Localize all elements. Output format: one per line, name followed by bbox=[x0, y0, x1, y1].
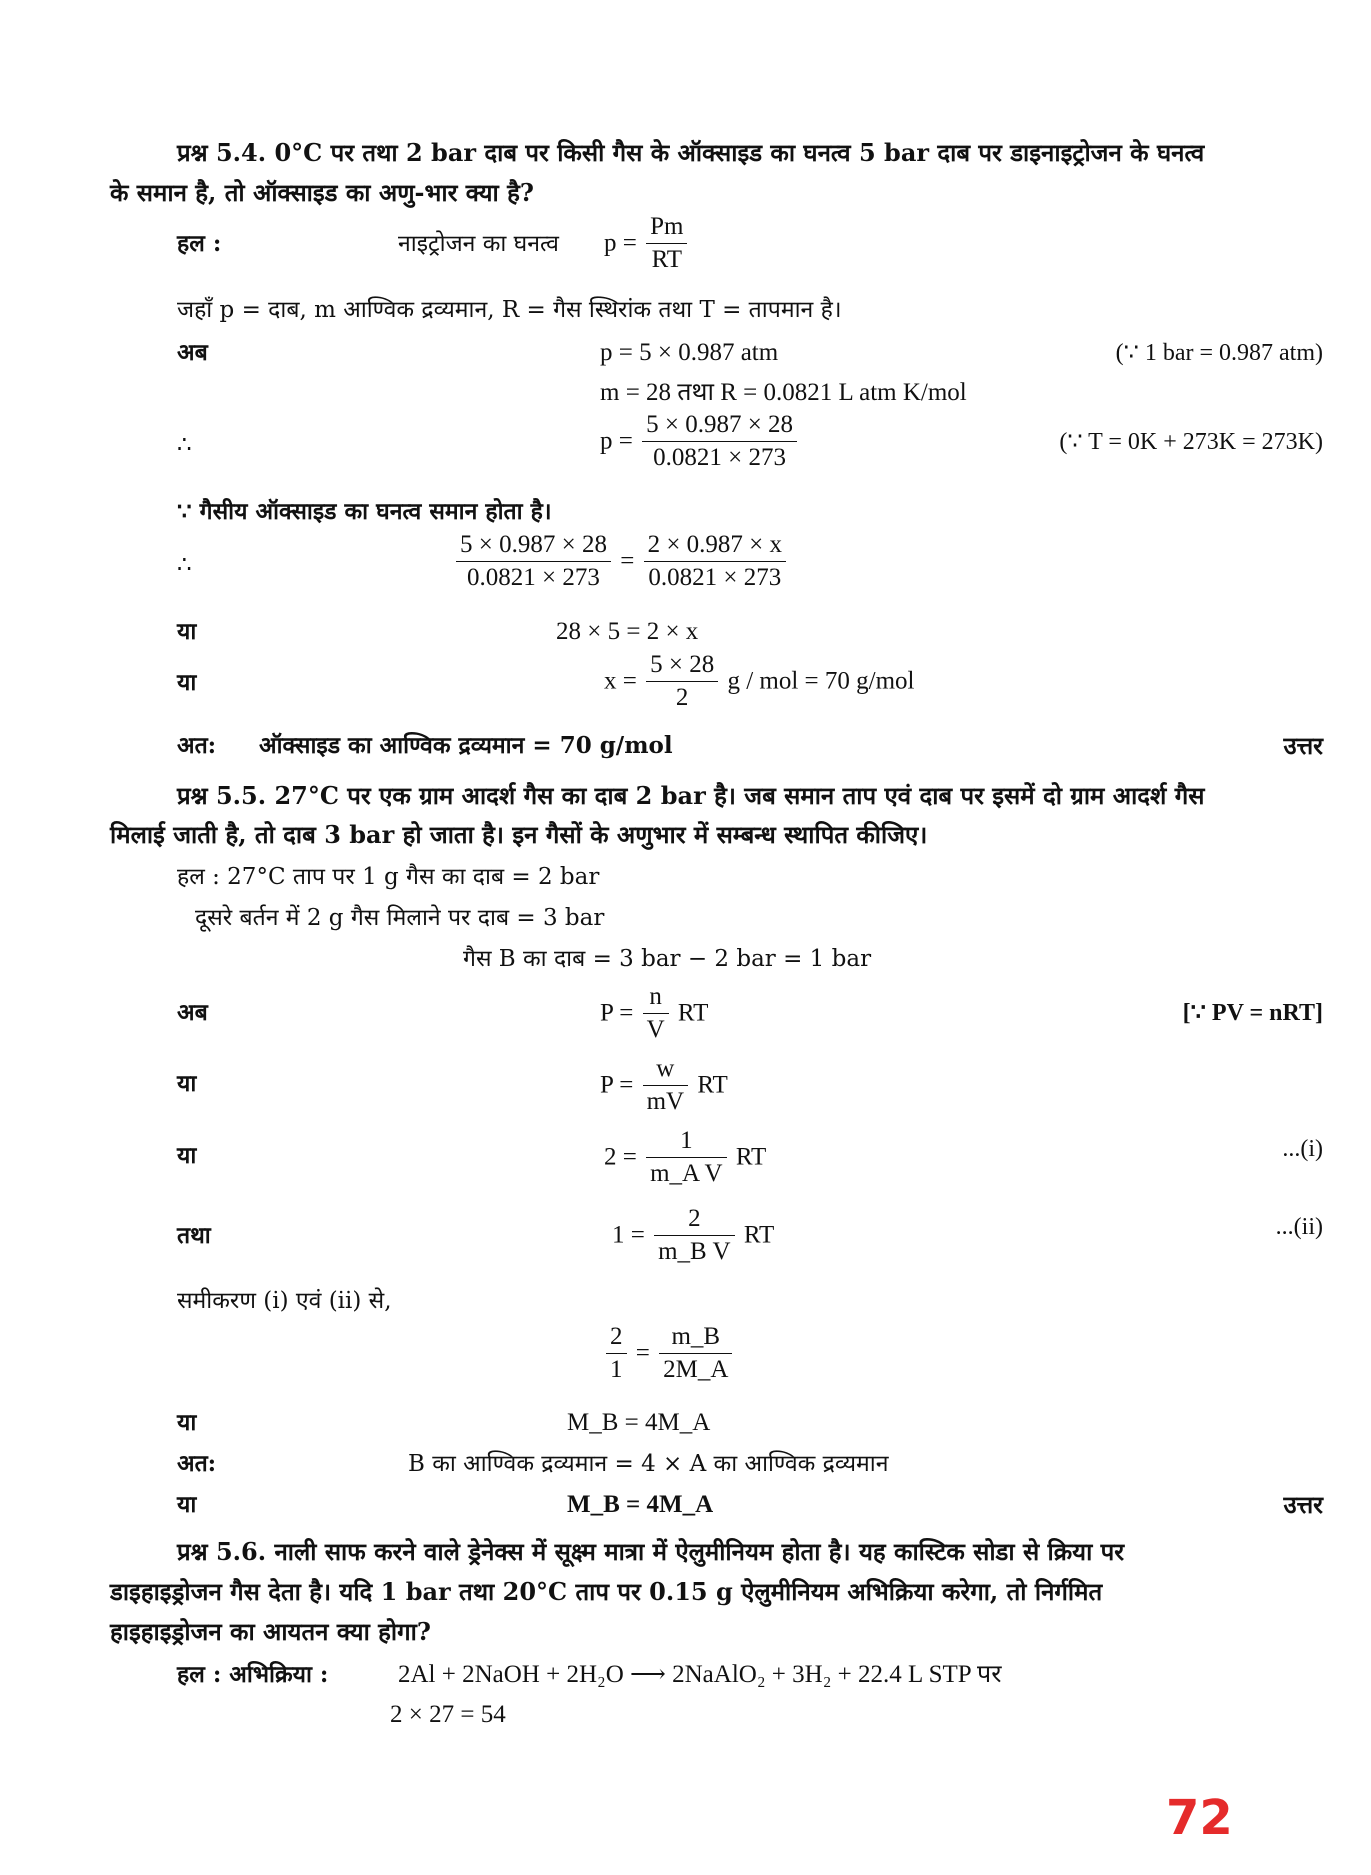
q55-eq1-num: n bbox=[643, 982, 669, 1014]
q55-eq4-frac bbox=[654, 1204, 734, 1267]
q54-eq-p2-den: 0.0821 × 273 bbox=[653, 444, 787, 471]
q56-mass-line: 2 × 27 = 54 bbox=[390, 1701, 506, 1728]
q54-result: ऑक्साइड का आण्विक द्रव्यमान = 70 g/mol bbox=[259, 732, 673, 759]
q55-tatha: तथा bbox=[177, 1222, 211, 1249]
q55-tag-i: ...(i) bbox=[1282, 1136, 1323, 1162]
q54-eq-equal-frac2 bbox=[644, 530, 786, 593]
q56-hal-label: हल : अभिक्रिया : bbox=[177, 1661, 329, 1688]
q55-ya4: या bbox=[177, 1491, 197, 1518]
q55-tag-ii: ...(ii) bbox=[1275, 1214, 1323, 1240]
q55-ya2: या bbox=[177, 1142, 197, 1169]
q55-eq5 bbox=[603, 1322, 735, 1385]
q55-eq1-frac bbox=[643, 982, 669, 1045]
q54-eq-x-frac bbox=[646, 650, 718, 713]
q54-density-eq bbox=[604, 212, 690, 275]
q55-eq2-rhs: RT bbox=[697, 1071, 728, 1099]
q55-eq2 bbox=[600, 1054, 728, 1117]
q55-gasB-line: गैस B का दाब = 3 bar − 2 bar = 1 bar bbox=[463, 946, 872, 972]
q54-density-frac bbox=[646, 212, 687, 275]
q55-eq4-lhs: 1 = bbox=[612, 1221, 645, 1249]
page-number: 72 bbox=[1166, 1790, 1233, 1846]
q54-eq-x-num: 5 × 28 bbox=[646, 650, 718, 682]
q54-ab: अब bbox=[177, 339, 208, 366]
q55-relation: B का आण्विक द्रव्यमान = 4 × A का आण्विक द्रव्यमान bbox=[408, 1451, 889, 1477]
q54-since-line: ∵ गैसीय ऑक्साइड का घनत्व समान होता है। bbox=[177, 498, 552, 525]
q55-eq5-den1: 1 bbox=[610, 1356, 623, 1383]
q54-eq-equal-den2: 0.0821 × 273 bbox=[648, 564, 782, 591]
q55-eq3-rhs: RT bbox=[735, 1143, 767, 1171]
q55-hal-line: हल : 27°C ताप पर 1 g गैस का दाब = 2 bar bbox=[177, 864, 600, 890]
q55-eq2-num: w bbox=[643, 1054, 689, 1086]
q55-eq7: M_B = 4M_A bbox=[567, 1491, 714, 1518]
q54-hal-label: हल : bbox=[177, 230, 222, 257]
q54-eq-equal-den1: 0.0821 × 273 bbox=[467, 564, 600, 591]
q55-eq2-frac bbox=[643, 1054, 689, 1117]
q56-line1: प्रश्न 5.6. नाली साफ करने वाले ड्रेनेक्स में सूक्ष्म मात्रा में ऐलुमीनियम होता है। यह कास्टिक सोडा से क्रिया पर bbox=[177, 1537, 1125, 1566]
q54-eq-equal-frac1 bbox=[456, 530, 611, 593]
q55-eq3-den: m_A V bbox=[650, 1160, 723, 1187]
q55-ab: अब bbox=[177, 999, 208, 1026]
q54-eq-m: m = 28 तथा R = 0.0821 L atm K/mol bbox=[600, 379, 967, 406]
q55-eq6: M_B = 4M_A bbox=[567, 1409, 711, 1436]
q55-eq1-lhs: P = bbox=[600, 999, 634, 1027]
q54-eq-equal-sign: = bbox=[620, 547, 635, 575]
q55-ya3: या bbox=[177, 1409, 197, 1436]
q54-note-T: (∵ T = 0K + 273K = 273K) bbox=[1059, 429, 1323, 455]
q55-eq4-num: 2 bbox=[654, 1204, 734, 1236]
q54-uttar: उत्तर bbox=[1283, 731, 1323, 760]
q56-line3: हाइहाइड्रोजन का आयतन क्या होगा? bbox=[110, 1617, 431, 1646]
q55-eq3-lhs: 2 = bbox=[604, 1143, 637, 1171]
q55-line1: प्रश्न 5.5. 27°C पर एक ग्राम आदर्श गैस का दाब 2 bar है। जब समान ताप एवं दाब पर इसमें दो ग्राम आदर्श गैस bbox=[177, 781, 1205, 810]
q55-eq5-frac2 bbox=[659, 1322, 732, 1385]
q54-eq-x-rhs: g / mol = 70 g/mol bbox=[727, 667, 915, 695]
q55-eq1-den: V bbox=[646, 1016, 665, 1043]
q55-line2: मिलाई जाती है, तो दाब 3 bar हो जाता है। इन गैसों के अणुभार में सम्बन्ध स्थापित कीजिए। bbox=[110, 820, 928, 849]
q55-eq3 bbox=[604, 1126, 766, 1189]
q54-ya2: या bbox=[177, 669, 197, 696]
q55-eq4-den: m_B V bbox=[658, 1238, 731, 1265]
q54-line1: प्रश्न 5.4. 0°C पर तथा 2 bar दाब पर किसी गैस के ऑक्साइड का घनत्व 5 bar दाब पर डाइनाइट्रोजन के घनत्व bbox=[177, 138, 1205, 167]
q55-eq1-rhs: RT bbox=[677, 999, 709, 1027]
q55-second-line: दूसरे बर्तन में 2 g गैस मिलाने पर दाब = 3 bar bbox=[195, 905, 605, 931]
q55-eq3-num: 1 bbox=[646, 1126, 726, 1158]
q54-eq-p: p = 5 × 0.987 atm bbox=[600, 339, 779, 366]
q54-eq-equal-num1: 5 × 0.987 × 28 bbox=[456, 530, 611, 562]
q54-note-bar: (∵ 1 bar = 0.987 atm) bbox=[1115, 340, 1323, 366]
q55-eq3-frac bbox=[646, 1126, 726, 1189]
q56-line2: डाइहाइड्रोजन गैस देता है। यदि 1 bar तथा 20°C ताप पर 0.15 g ऐलुमीनियम अभिक्रिया करेगा, तो निर्गमित bbox=[110, 1577, 1103, 1606]
q55-eq5-num2: m_B bbox=[659, 1322, 732, 1354]
q54-eq-equal bbox=[453, 530, 789, 593]
q56-reaction: 2Al + 2NaOH + 2H₂O ⟶ 2NaAlO₂ + 3H₂ + 22.4 L STP पर bbox=[398, 1661, 1002, 1688]
q54-density-text: नाइट्रोजन का घनत्व bbox=[398, 231, 559, 257]
q55-atah: अत: bbox=[177, 1450, 217, 1477]
q54-density-den: RT bbox=[651, 246, 683, 273]
q55-eq5-num1: 2 bbox=[606, 1322, 627, 1354]
q54-eq-p2-lhs: p = bbox=[600, 427, 633, 455]
q54-eq-x-den: 2 bbox=[675, 684, 689, 711]
q55-eq2-lhs: P = bbox=[600, 1071, 634, 1099]
q55-from-eq: समीकरण (i) एवं (ii) से, bbox=[177, 1288, 392, 1314]
q54-therefore2: ∴ bbox=[177, 552, 192, 578]
q55-note-pv: [∵ PV = nRT] bbox=[1182, 1000, 1323, 1026]
q54-therefore1: ∴ bbox=[177, 432, 192, 458]
q54-eq-x-lhs: x = bbox=[604, 667, 637, 695]
q54-density-num: Pm bbox=[646, 212, 687, 244]
q55-eq5-den2: 2M_A bbox=[663, 1356, 729, 1383]
q54-density-lhs: p = bbox=[604, 229, 637, 257]
q55-eq2-den: mV bbox=[646, 1088, 685, 1115]
q54-eq-28: 28 × 5 = 2 × x bbox=[556, 618, 699, 645]
q54-eq-equal-num2: 2 × 0.987 × x bbox=[644, 530, 786, 562]
q55-eq4 bbox=[612, 1204, 774, 1267]
q54-line2: के समान है, तो ऑक्साइड का अणु-भार क्या है? bbox=[110, 178, 534, 207]
q55-eq1 bbox=[600, 982, 708, 1045]
q54-eq-p2-frac bbox=[642, 410, 797, 473]
q55-eq5-sign: = bbox=[635, 1339, 650, 1367]
q55-uttar: उत्तर bbox=[1283, 1490, 1323, 1519]
q54-eq-p2-num: 5 × 0.987 × 28 bbox=[642, 410, 797, 442]
q54-eq-x bbox=[604, 650, 915, 713]
q55-ya1: या bbox=[177, 1070, 197, 1097]
q54-ya1: या bbox=[177, 618, 197, 645]
q54-eq-p2 bbox=[600, 410, 800, 473]
q55-eq4-rhs: RT bbox=[743, 1221, 775, 1249]
q54-atah: अत: bbox=[177, 732, 217, 759]
q54-where: जहाँ p = दाब, m आण्विक द्रव्यमान, R = गैस स्थिरांक तथा T = तापमान है। bbox=[177, 297, 842, 323]
q55-eq5-frac1 bbox=[606, 1322, 627, 1385]
